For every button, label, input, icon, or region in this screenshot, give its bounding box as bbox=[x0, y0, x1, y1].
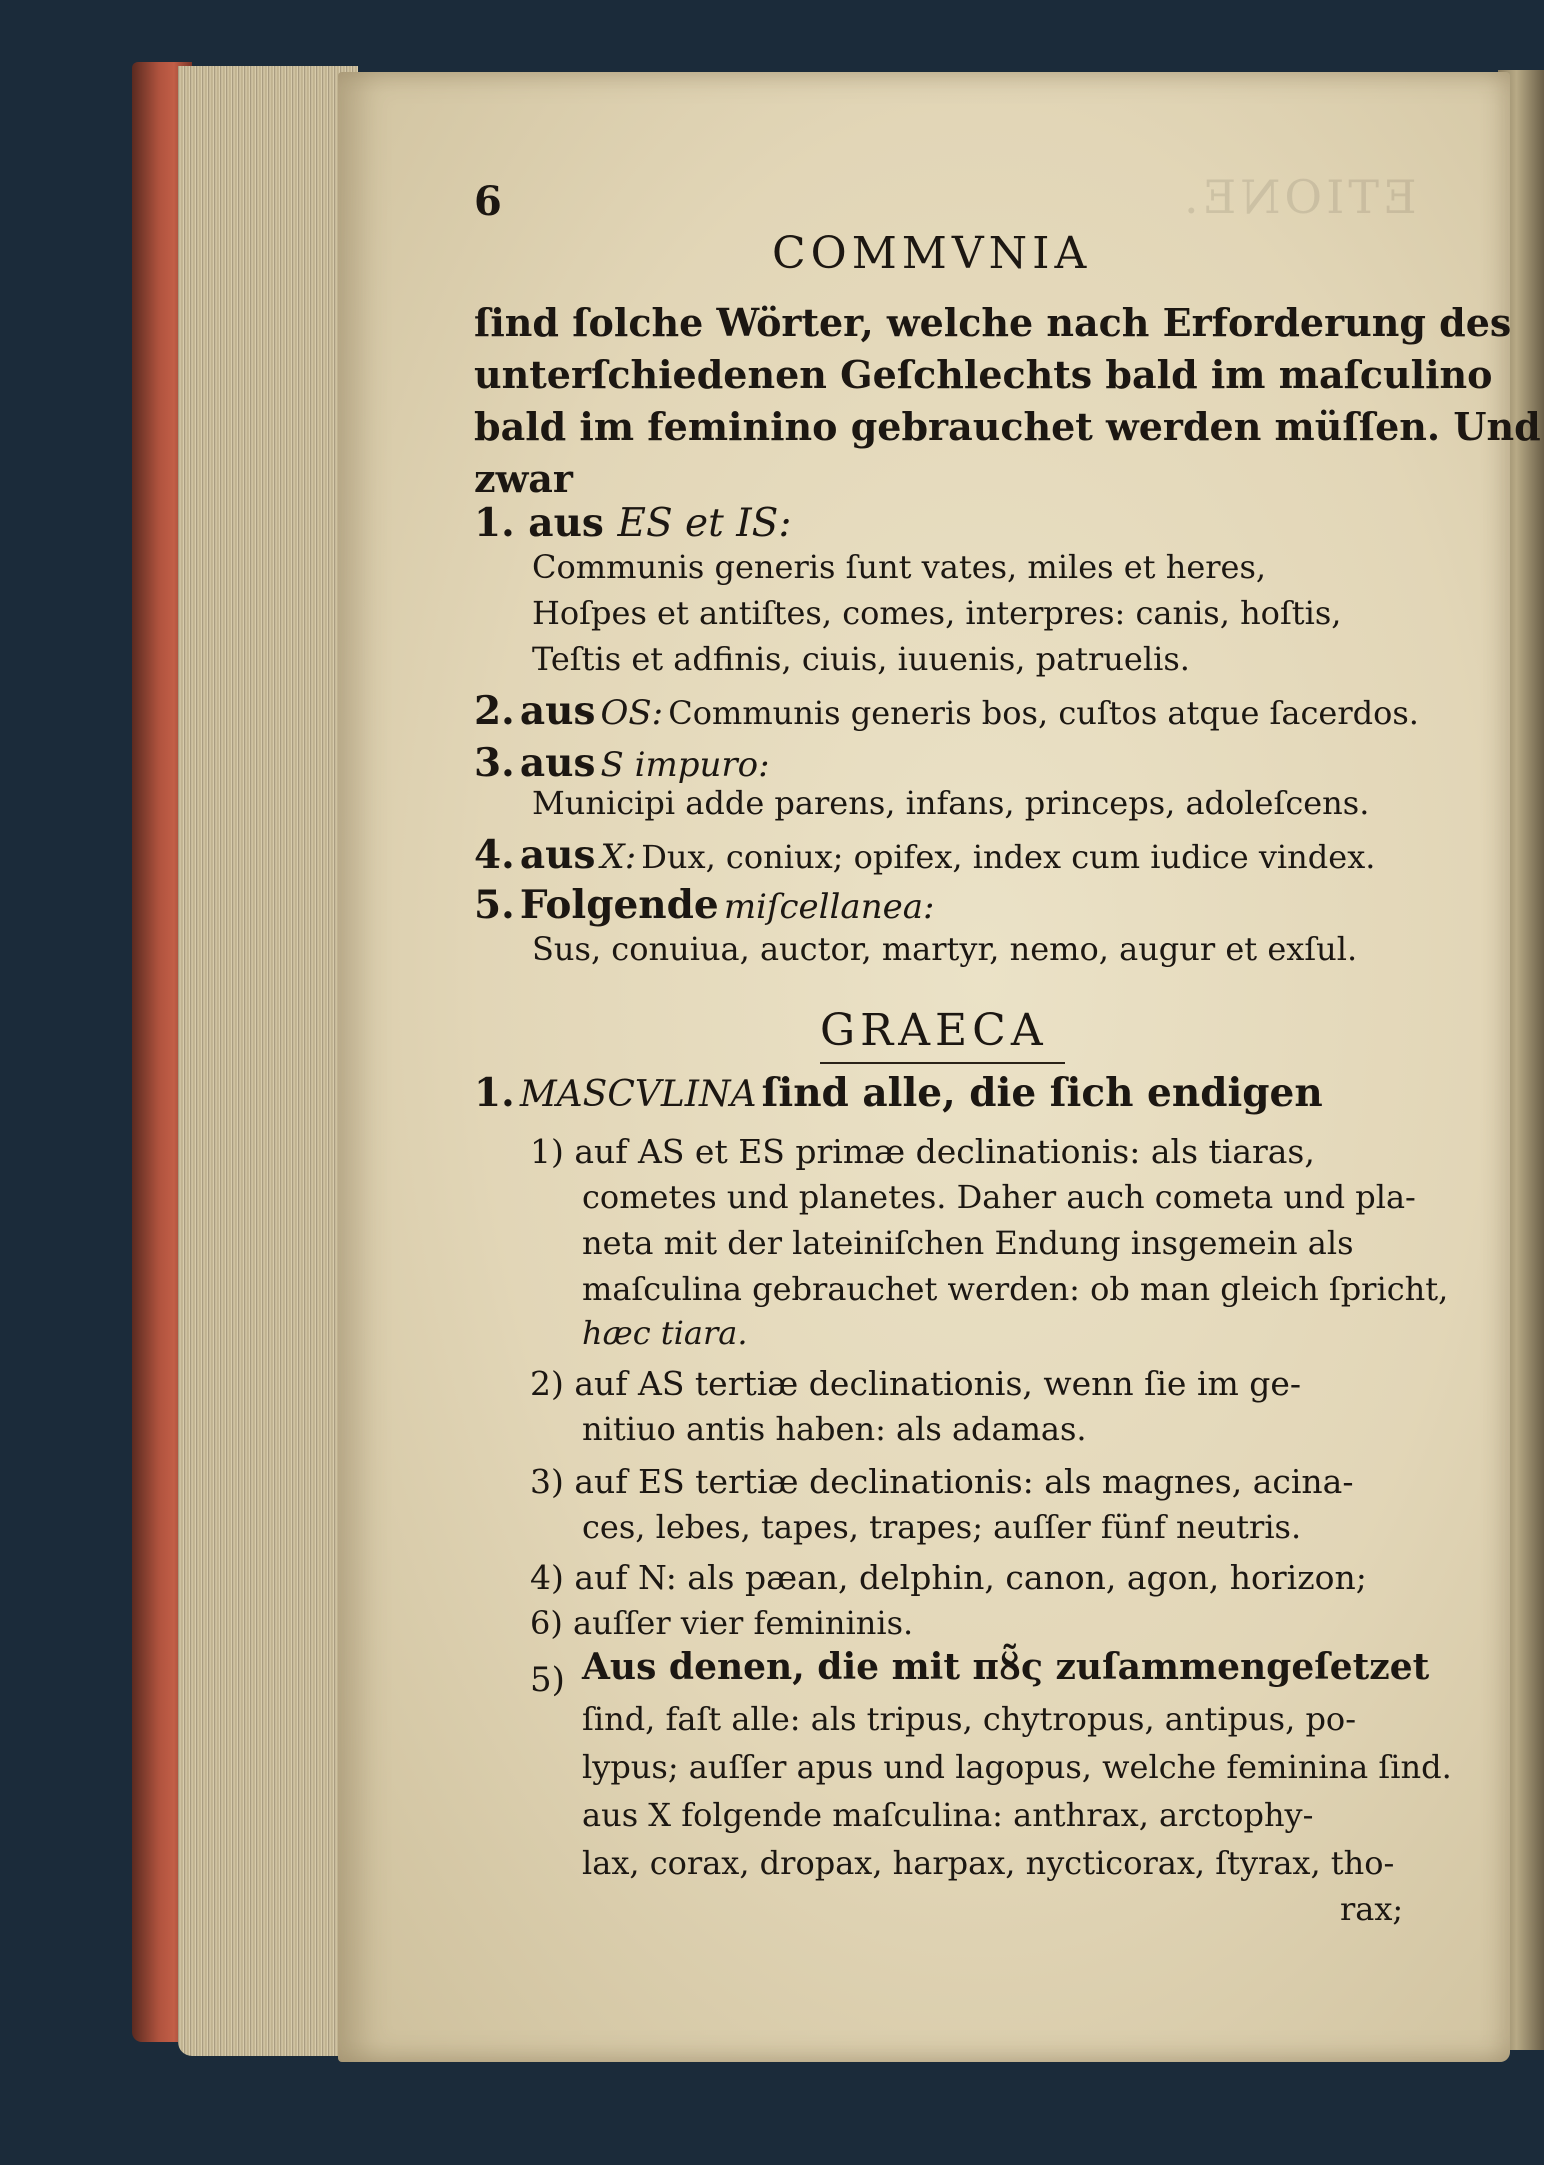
rule-label: aus bbox=[519, 740, 596, 786]
heading-graeca: GRAECA bbox=[820, 1005, 1048, 1056]
section-number: 1. bbox=[474, 1070, 515, 1116]
intro-line: zwar bbox=[474, 456, 573, 501]
rule-number: 1. bbox=[474, 500, 515, 546]
graeca-rule-line: maſculina gebrauchet werden: ob man gleich ſpricht, bbox=[582, 1270, 1449, 1308]
bleed-through-text: ETIONE. bbox=[1180, 170, 1417, 224]
communia-rule-5 bbox=[474, 882, 934, 928]
graeca-rule-line: cometes und planetes. Daher auch cometa und pla- bbox=[582, 1178, 1416, 1216]
communia-rule-1 bbox=[474, 500, 791, 546]
section-label: MASCVLINA bbox=[519, 1074, 757, 1115]
rule-number: 2. bbox=[474, 688, 515, 734]
rule-text: Dux, coniux; opifex, index cum iudice vindex. bbox=[641, 838, 1376, 876]
rule-number: 5. bbox=[474, 882, 515, 928]
rule-ending: miſcellanea: bbox=[723, 887, 935, 927]
page-number: 6 bbox=[474, 178, 502, 225]
verse-line: Hoſpes et antiſtes, comes, interpres: canis, hoſtis, bbox=[532, 594, 1342, 632]
graeca-rule-line: 4) auf N: als pæan, delphin, canon, agon, horizon; bbox=[530, 1558, 1367, 1597]
section-text: ſind alle, die ſich endigen bbox=[761, 1070, 1323, 1116]
catchword: rax; bbox=[1340, 1890, 1404, 1928]
rule-ending: ES et IS: bbox=[617, 501, 792, 546]
heading-communia: COMMVNIA bbox=[772, 228, 1092, 279]
rule-number: 3. bbox=[474, 740, 515, 786]
heading-rule bbox=[820, 1062, 1065, 1064]
rule-label: aus bbox=[519, 688, 596, 734]
graeca-rule-line: ces, lebes, tapes, trapes; auſſer fünf neutris. bbox=[582, 1508, 1302, 1546]
rule-number: 5) bbox=[530, 1660, 565, 1700]
verse-line: Teſtis et adfinis, ciuis, iuuenis, patruelis. bbox=[532, 640, 1190, 678]
rule-label: aus bbox=[519, 832, 596, 878]
rule-ending: S impuro: bbox=[600, 745, 770, 785]
intro-line: bald im feminino gebrauchet werden müſſen. Und bbox=[474, 404, 1541, 449]
graeca-rule-line: 3) auf ES tertiæ declinationis: als magnes, acina- bbox=[530, 1462, 1354, 1501]
rule-number: 4. bbox=[474, 832, 515, 878]
rule-label: aus bbox=[528, 500, 604, 546]
communia-rule-4 bbox=[474, 832, 1375, 878]
graeca-rule-line: 6) auſſer vier femininis. bbox=[530, 1604, 914, 1642]
graeca-rule-line: 1) auf AS et ES primæ declinationis: als tiaras, bbox=[530, 1132, 1315, 1171]
graeca-rule-line: hæc tiara. bbox=[582, 1314, 748, 1352]
graeca-intro bbox=[474, 1070, 1323, 1116]
rule-ending: OS: bbox=[600, 693, 664, 733]
graeca-rule-line: 2) auf AS tertiæ declinationis, wenn ſie im ge- bbox=[530, 1364, 1302, 1403]
graeca-rule-line: aus X folgende maſculina: anthrax, arctophy- bbox=[582, 1796, 1314, 1834]
graeca-rule-line: neta mit der lateiniſchen Endung insgemein als bbox=[582, 1224, 1354, 1262]
graeca-rule-line: lypus; auſſer apus und lagopus, welche feminina ſind. bbox=[582, 1748, 1452, 1786]
verse-line: Municipi adde parens, infans, princeps, adoleſcens. bbox=[532, 784, 1370, 822]
graeca-rule-line: Aus denen, die mit πȣ̃ς zuſammengeſetzet bbox=[582, 1646, 1430, 1688]
rule-text: Communis generis bos, cuſtos atque ſacerdos. bbox=[668, 694, 1419, 732]
graeca-rule-line: nitiuo antis haben: als adamas. bbox=[582, 1410, 1087, 1448]
graeca-rule-line: lax, corax, dropax, harpax, nycticorax, ſtyrax, tho- bbox=[582, 1844, 1395, 1882]
intro-line: unterſchiedenen Geſchlechts bald im maſculino bbox=[474, 352, 1493, 397]
communia-rule-3 bbox=[474, 740, 770, 786]
rule-ending: X: bbox=[600, 837, 637, 877]
verse-line: Sus, conuiua, auctor, martyr, nemo, augur et exſul. bbox=[532, 930, 1358, 968]
communia-rule-2 bbox=[474, 688, 1419, 734]
intro-line: ſind ſolche Wörter, welche nach Erforderung des bbox=[474, 300, 1512, 345]
graeca-rule-line: ſind, faſt alle: als tripus, chytropus, antipus, po- bbox=[582, 1700, 1356, 1738]
page-edges bbox=[178, 66, 358, 2056]
verse-line: Communis generis ſunt vates, miles et heres, bbox=[532, 548, 1267, 586]
rule-label: Folgende bbox=[519, 882, 719, 928]
